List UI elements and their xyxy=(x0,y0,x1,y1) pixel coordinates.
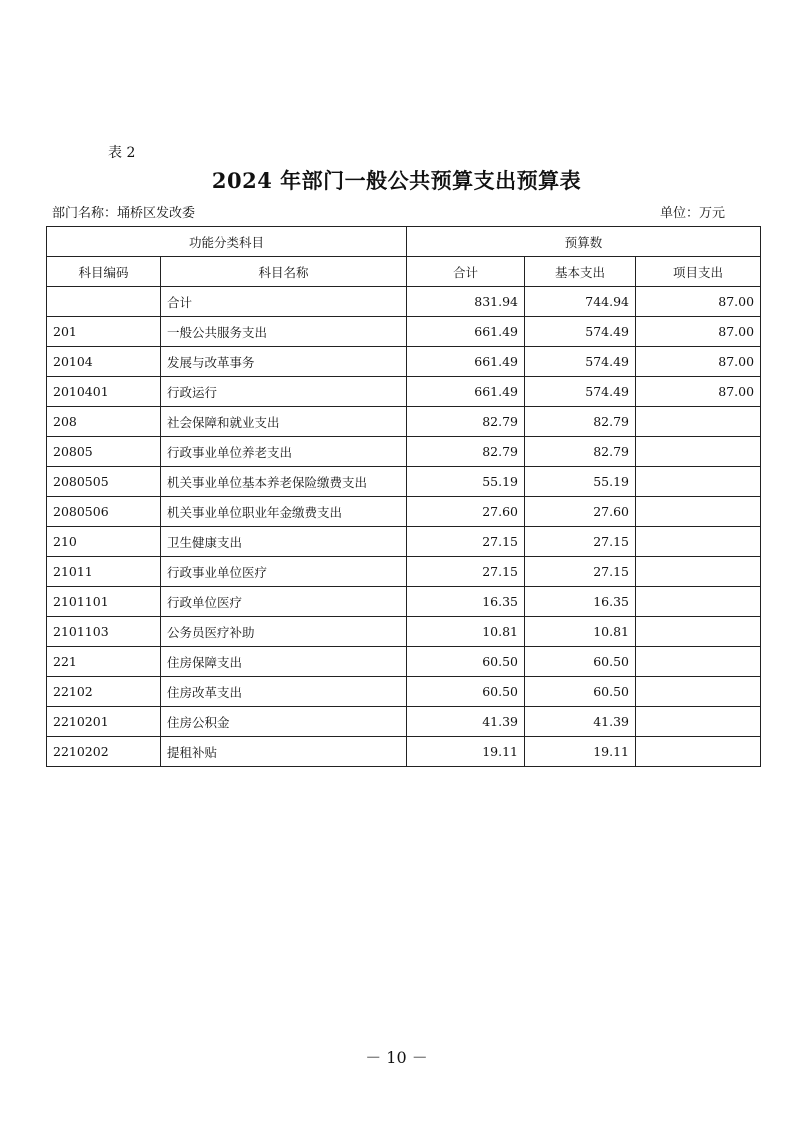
cell-code: 2101103 xyxy=(47,617,161,647)
cell-basic: 60.50 xyxy=(525,647,636,677)
page-number: － 10 － xyxy=(365,1048,428,1067)
header-column-row xyxy=(47,257,761,287)
department-name: 部门名称：埇桥区发改委 xyxy=(52,206,196,221)
cell-total: 27.15 xyxy=(407,557,525,587)
header-budget-amount: 预算数 xyxy=(407,227,761,257)
table-row xyxy=(47,617,761,647)
cell-name: 机关事业单位基本养老保险缴费支出 xyxy=(161,467,407,497)
cell-name: 住房公积金 xyxy=(161,707,407,737)
cell-name: 行政单位医疗 xyxy=(161,587,407,617)
cell-name: 机关事业单位职业年金缴费支出 xyxy=(161,497,407,527)
cell-code: 2080505 xyxy=(47,467,161,497)
cell-project xyxy=(636,647,761,677)
cell-code: 20104 xyxy=(47,347,161,377)
cell-project xyxy=(636,437,761,467)
cell-name: 住房保障支出 xyxy=(161,647,407,677)
cell-code xyxy=(47,287,161,317)
budget-table xyxy=(46,226,761,767)
document-title: 2024 年部门一般公共预算支出预算表 xyxy=(211,168,582,193)
cell-total: 82.79 xyxy=(407,437,525,467)
cell-total: 661.49 xyxy=(407,347,525,377)
cell-name: 行政事业单位医疗 xyxy=(161,557,407,587)
cell-name: 行政事业单位养老支出 xyxy=(161,437,407,467)
cell-name: 社会保障和就业支出 xyxy=(161,407,407,437)
cell-code: 2101101 xyxy=(47,587,161,617)
table-row xyxy=(47,287,761,317)
table-row xyxy=(47,437,761,467)
cell-basic: 27.15 xyxy=(525,527,636,557)
cell-basic: 744.94 xyxy=(525,287,636,317)
cell-total: 831.94 xyxy=(407,287,525,317)
cell-total: 60.50 xyxy=(407,677,525,707)
cell-total: 60.50 xyxy=(407,647,525,677)
table-row xyxy=(47,407,761,437)
cell-total: 27.60 xyxy=(407,497,525,527)
cell-basic: 19.11 xyxy=(525,737,636,767)
cell-basic: 574.49 xyxy=(525,317,636,347)
cell-project: 87.00 xyxy=(636,377,761,407)
table-row xyxy=(47,737,761,767)
cell-name: 行政运行 xyxy=(161,377,407,407)
header-functional-classification: 功能分类科目 xyxy=(47,227,407,257)
cell-total: 661.49 xyxy=(407,377,525,407)
cell-name: 提租补贴 xyxy=(161,737,407,767)
cell-code: 208 xyxy=(47,407,161,437)
header-code: 科目编码 xyxy=(47,257,161,287)
cell-project xyxy=(636,497,761,527)
cell-project: 87.00 xyxy=(636,347,761,377)
table-row xyxy=(47,707,761,737)
cell-project xyxy=(636,617,761,647)
table-label: 表 2 xyxy=(108,145,136,161)
cell-basic: 16.35 xyxy=(525,587,636,617)
cell-basic: 574.49 xyxy=(525,347,636,377)
cell-total: 16.35 xyxy=(407,587,525,617)
cell-project xyxy=(636,557,761,587)
cell-basic: 60.50 xyxy=(525,677,636,707)
cell-total: 19.11 xyxy=(407,737,525,767)
table-row xyxy=(47,557,761,587)
cell-project xyxy=(636,677,761,707)
table-row xyxy=(47,497,761,527)
cell-total: 27.15 xyxy=(407,527,525,557)
header-basic: 基本支出 xyxy=(525,257,636,287)
header-project: 项目支出 xyxy=(636,257,761,287)
cell-total: 10.81 xyxy=(407,617,525,647)
cell-code: 210 xyxy=(47,527,161,557)
cell-code: 22102 xyxy=(47,677,161,707)
cell-name: 卫生健康支出 xyxy=(161,527,407,557)
cell-project: 87.00 xyxy=(636,317,761,347)
cell-code: 2210202 xyxy=(47,737,161,767)
cell-basic: 10.81 xyxy=(525,617,636,647)
cell-basic: 82.79 xyxy=(525,437,636,467)
header-name: 科目名称 xyxy=(161,257,407,287)
cell-basic: 27.15 xyxy=(525,557,636,587)
cell-code: 201 xyxy=(47,317,161,347)
cell-name: 合计 xyxy=(161,287,407,317)
cell-name: 发展与改革事务 xyxy=(161,347,407,377)
table-row xyxy=(47,587,761,617)
table-row xyxy=(47,677,761,707)
cell-name: 一般公共服务支出 xyxy=(161,317,407,347)
cell-basic: 55.19 xyxy=(525,467,636,497)
cell-name: 住房改革支出 xyxy=(161,677,407,707)
table-row xyxy=(47,527,761,557)
cell-basic: 41.39 xyxy=(525,707,636,737)
table-row xyxy=(47,317,761,347)
cell-name: 公务员医疗补助 xyxy=(161,617,407,647)
table-row xyxy=(47,467,761,497)
unit-label: 单位：万元 xyxy=(660,206,726,221)
cell-total: 82.79 xyxy=(407,407,525,437)
cell-project xyxy=(636,467,761,497)
table-row xyxy=(47,347,761,377)
cell-code: 221 xyxy=(47,647,161,677)
table-row xyxy=(47,377,761,407)
cell-basic: 27.60 xyxy=(525,497,636,527)
cell-total: 661.49 xyxy=(407,317,525,347)
cell-code: 2080506 xyxy=(47,497,161,527)
cell-project xyxy=(636,527,761,557)
cell-code: 21011 xyxy=(47,557,161,587)
table-row xyxy=(47,647,761,677)
cell-project xyxy=(636,407,761,437)
cell-basic: 82.79 xyxy=(525,407,636,437)
cell-code: 2210201 xyxy=(47,707,161,737)
cell-project: 87.00 xyxy=(636,287,761,317)
cell-total: 41.39 xyxy=(407,707,525,737)
cell-project xyxy=(636,587,761,617)
cell-project xyxy=(636,707,761,737)
cell-basic: 574.49 xyxy=(525,377,636,407)
cell-total: 55.19 xyxy=(407,467,525,497)
cell-code: 2010401 xyxy=(47,377,161,407)
header-total: 合计 xyxy=(407,257,525,287)
cell-project xyxy=(636,737,761,767)
header-group-row xyxy=(47,227,761,257)
cell-code: 20805 xyxy=(47,437,161,467)
